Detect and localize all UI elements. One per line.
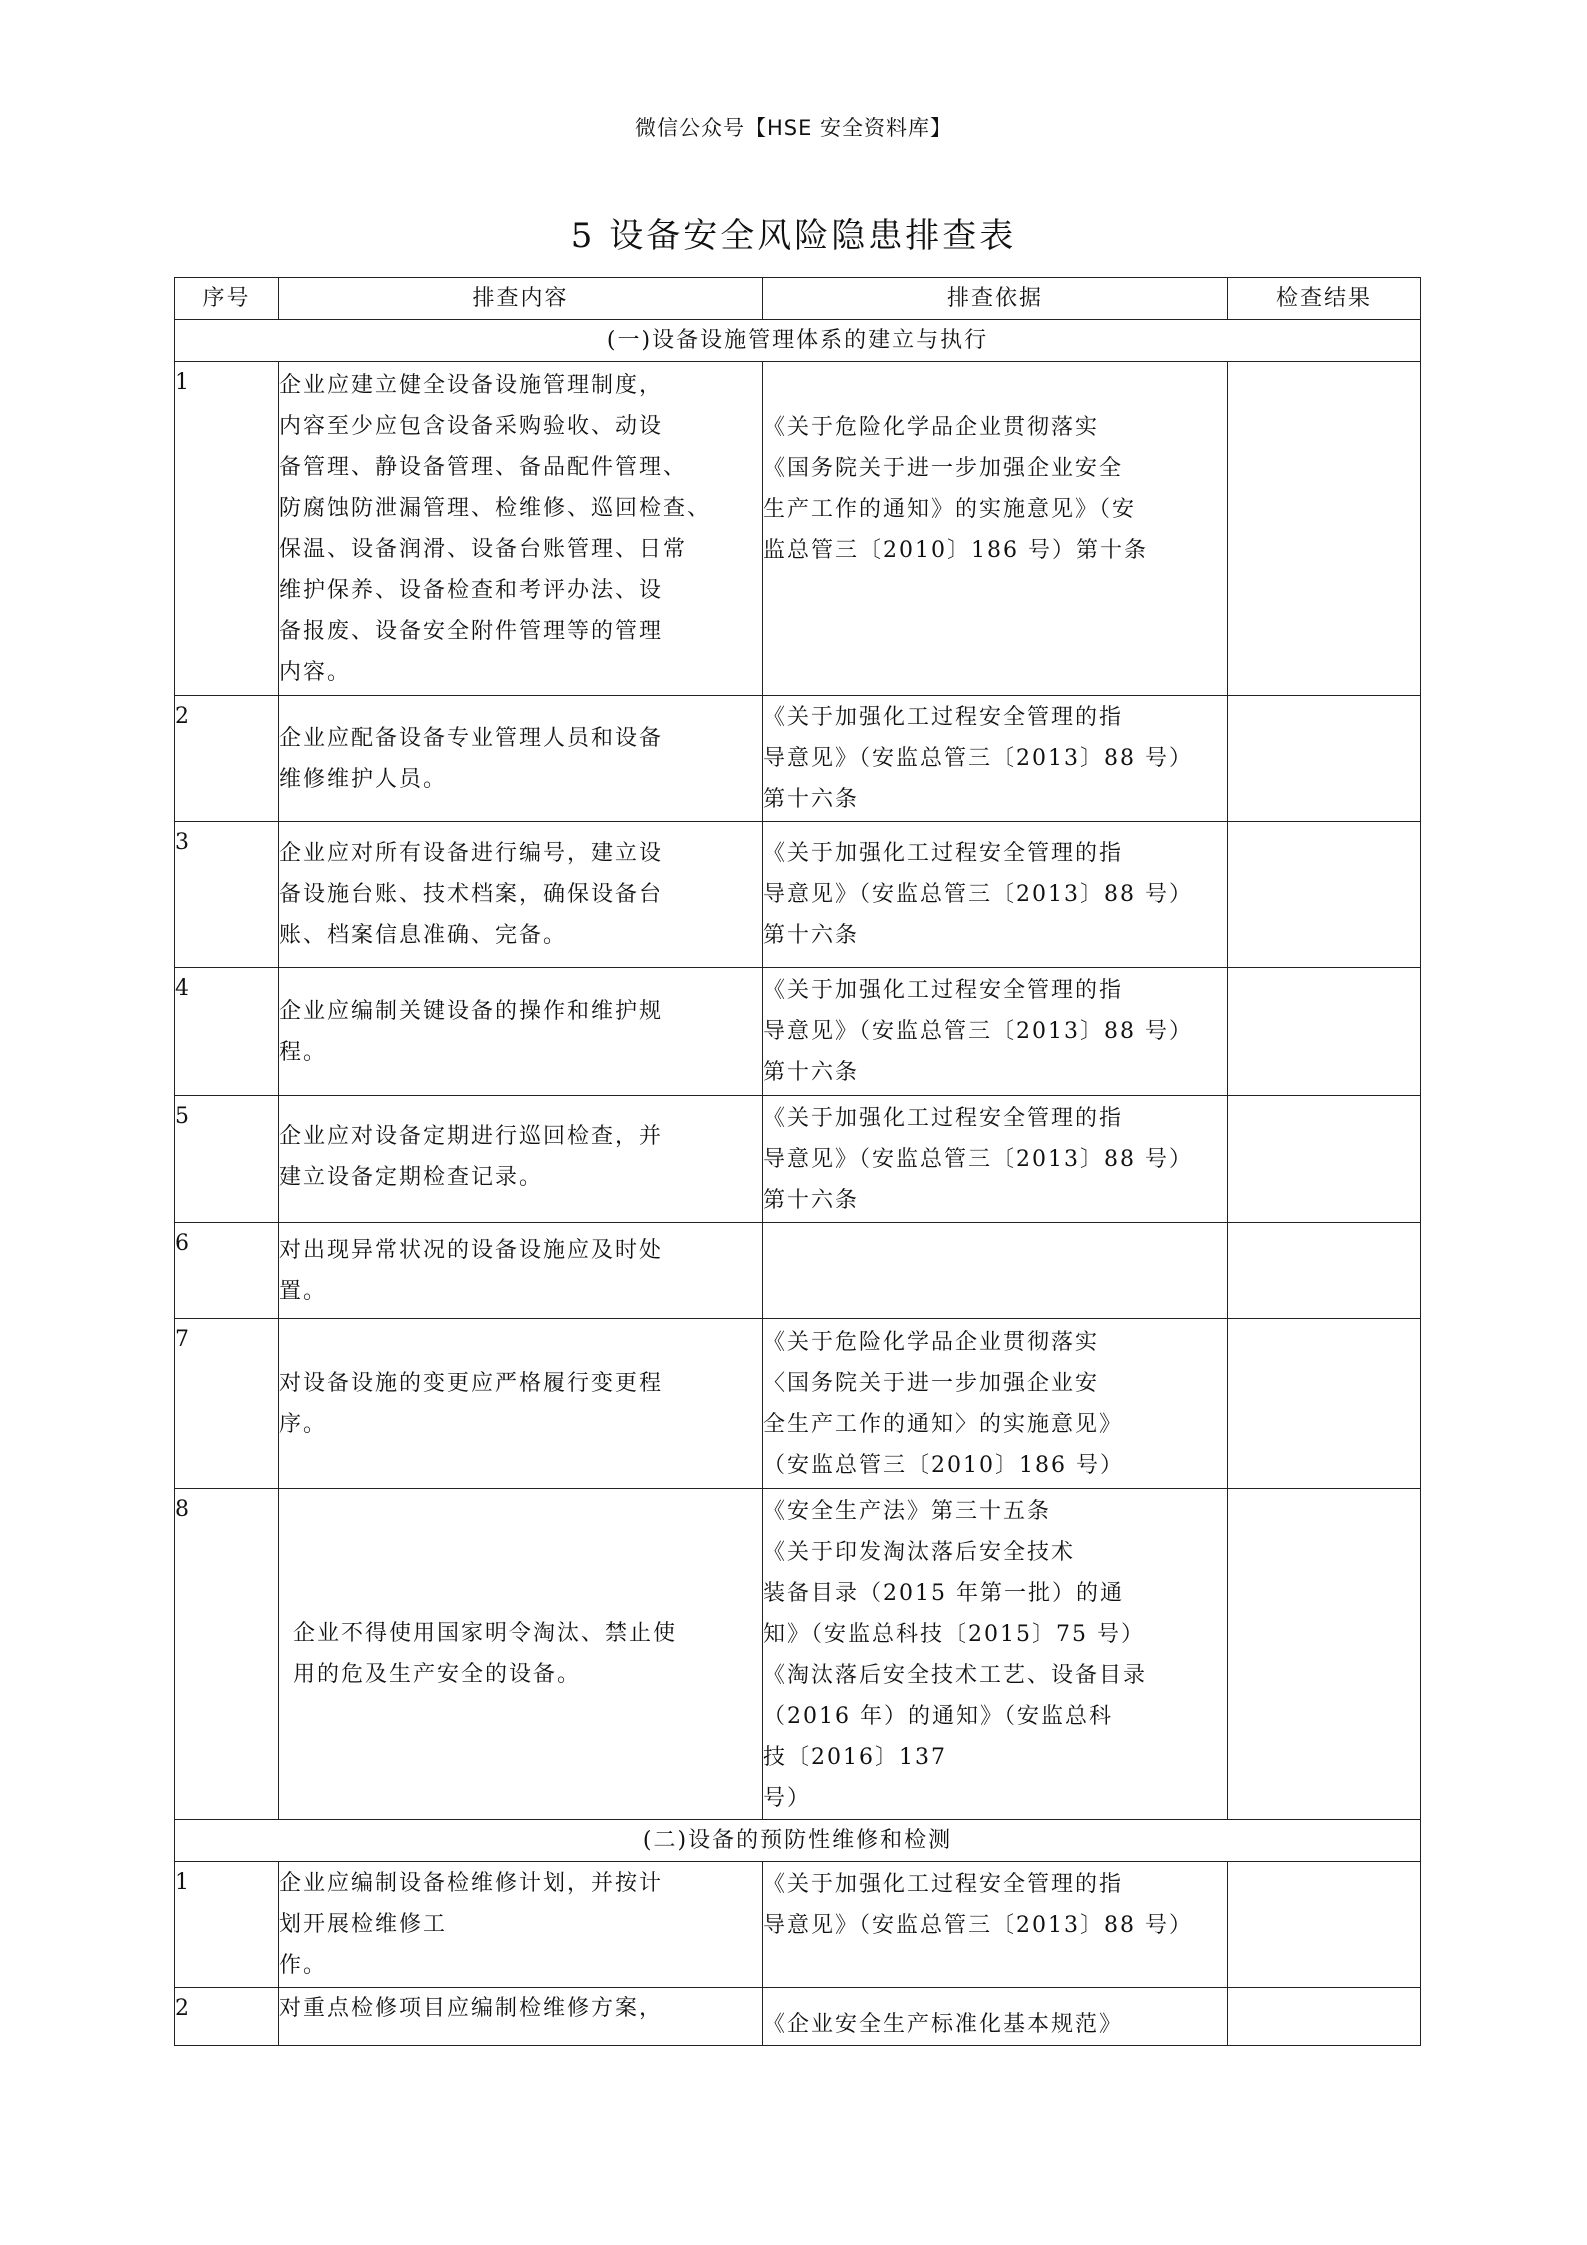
table-row	[175, 1223, 1421, 1319]
row-result	[1228, 1988, 1421, 2046]
row-basis: 《关于危险化学品企业贯彻落实 《国务院关于进一步加强企业安全 生产工作的通知》的实施意见》（安 监总管三〔2010〕186 号）第十条	[763, 362, 1228, 696]
col-header-result: 检查结果	[1228, 278, 1421, 320]
row-result	[1228, 1096, 1421, 1223]
row-number: 5	[175, 1096, 279, 1223]
table-row	[175, 1319, 1421, 1489]
row-content: 对设备设施的变更应严格履行变更程 序。	[279, 1319, 763, 1489]
row-content: 企业应对所有设备进行编号，建立设 备设施台账、技术档案，确保设备台 账、档案信息准确、完备。	[279, 822, 763, 968]
row-number: 6	[175, 1223, 279, 1319]
row-content: 企业不得使用国家明令淘汰、禁止使 用的危及生产安全的设备。	[279, 1489, 763, 1820]
row-result	[1228, 1319, 1421, 1489]
row-number: 3	[175, 822, 279, 968]
row-basis: 《关于加强化工过程安全管理的指 导意见》（安监总管三〔2013〕88 号）	[763, 1862, 1228, 1988]
table-row	[175, 968, 1421, 1096]
row-content: 企业应对设备定期进行巡回检查，并 建立设备定期检查记录。	[279, 1096, 763, 1223]
row-content: 企业应配备设备专业管理人员和设备 维修维护人员。	[279, 696, 763, 822]
row-result	[1228, 822, 1421, 968]
table-row	[175, 1096, 1421, 1223]
row-content: 企业应编制设备检维修计划，并按计 划开展检维修工 作。	[279, 1862, 763, 1988]
inspection-table	[174, 277, 1421, 2046]
row-result	[1228, 362, 1421, 696]
table-row	[175, 822, 1421, 968]
row-result	[1228, 968, 1421, 1096]
row-basis: 《安全生产法》第三十五条 《关于印发淘汰落后安全技术 装备目录（2015 年第一批）的通 知》（安监总科技〔2015〕75 号） 《淘汰落后安全技术工艺、设备目录 （2016 年）的通知》（安监总科 技〔2016〕137 号）	[763, 1489, 1228, 1820]
row-result	[1228, 696, 1421, 822]
row-result	[1228, 1223, 1421, 1319]
page-title: 5 设备安全风险隐患排查表	[570, 216, 1017, 256]
section-heading: (一)设备设施管理体系的建立与执行	[175, 320, 1421, 362]
table-row	[175, 362, 1421, 696]
header-note: 微信公众号【HSE 安全资料库】	[634, 116, 953, 140]
row-number: 7	[175, 1319, 279, 1489]
row-basis: 《关于加强化工过程安全管理的指 导意见》（安监总管三〔2013〕88 号） 第十六条	[763, 696, 1228, 822]
row-basis: 《关于加强化工过程安全管理的指 导意见》（安监总管三〔2013〕88 号） 第十六条	[763, 822, 1228, 968]
row-basis: 《关于加强化工过程安全管理的指 导意见》（安监总管三〔2013〕88 号） 第十六条	[763, 1096, 1228, 1223]
row-basis: 《企业安全生产标准化基本规范》	[763, 1988, 1228, 2046]
row-basis	[763, 1223, 1228, 1319]
row-content: 对出现异常状况的设备设施应及时处 置。	[279, 1223, 763, 1319]
table-header-row	[175, 278, 1421, 320]
row-number: 8	[175, 1489, 279, 1820]
table-row	[175, 1988, 1421, 2046]
section-heading-row	[175, 320, 1421, 362]
section-heading-row	[175, 1820, 1421, 1862]
table-row	[175, 696, 1421, 822]
col-header-basis: 排查依据	[763, 278, 1228, 320]
row-number: 2	[175, 1988, 279, 2046]
col-header-no: 序号	[175, 278, 279, 320]
row-result	[1228, 1862, 1421, 1988]
row-content: 企业应建立健全设备设施管理制度， 内容至少应包含设备采购验收、动设 备管理、静设备管理、备品配件管理、 防腐蚀防泄漏管理、检维修、巡回检查、 保温、设备润滑、设备台账管理、日常 维护保养、设备检查和考评办法、设 备报废、设备安全附件管理等的管理 内容。	[279, 362, 763, 696]
row-number: 2	[175, 696, 279, 822]
table-row	[175, 1862, 1421, 1988]
table-row	[175, 1489, 1421, 1820]
row-content: 对重点检修项目应编制检维修方案，	[279, 1988, 763, 2046]
row-content: 企业应编制关键设备的操作和维护规 程。	[279, 968, 763, 1096]
row-result	[1228, 1489, 1421, 1820]
row-number: 4	[175, 968, 279, 1096]
row-basis: 《关于危险化学品企业贯彻落实 〈国务院关于进一步加强企业安 全生产工作的通知〉的实施意见》 （安监总管三〔2010〕186 号）	[763, 1319, 1228, 1489]
col-header-content: 排查内容	[279, 278, 763, 320]
row-basis: 《关于加强化工过程安全管理的指 导意见》（安监总管三〔2013〕88 号） 第十六条	[763, 968, 1228, 1096]
section-heading: (二)设备的预防性维修和检测	[175, 1820, 1421, 1862]
row-number: 1	[175, 1862, 279, 1988]
row-number: 1	[175, 362, 279, 696]
